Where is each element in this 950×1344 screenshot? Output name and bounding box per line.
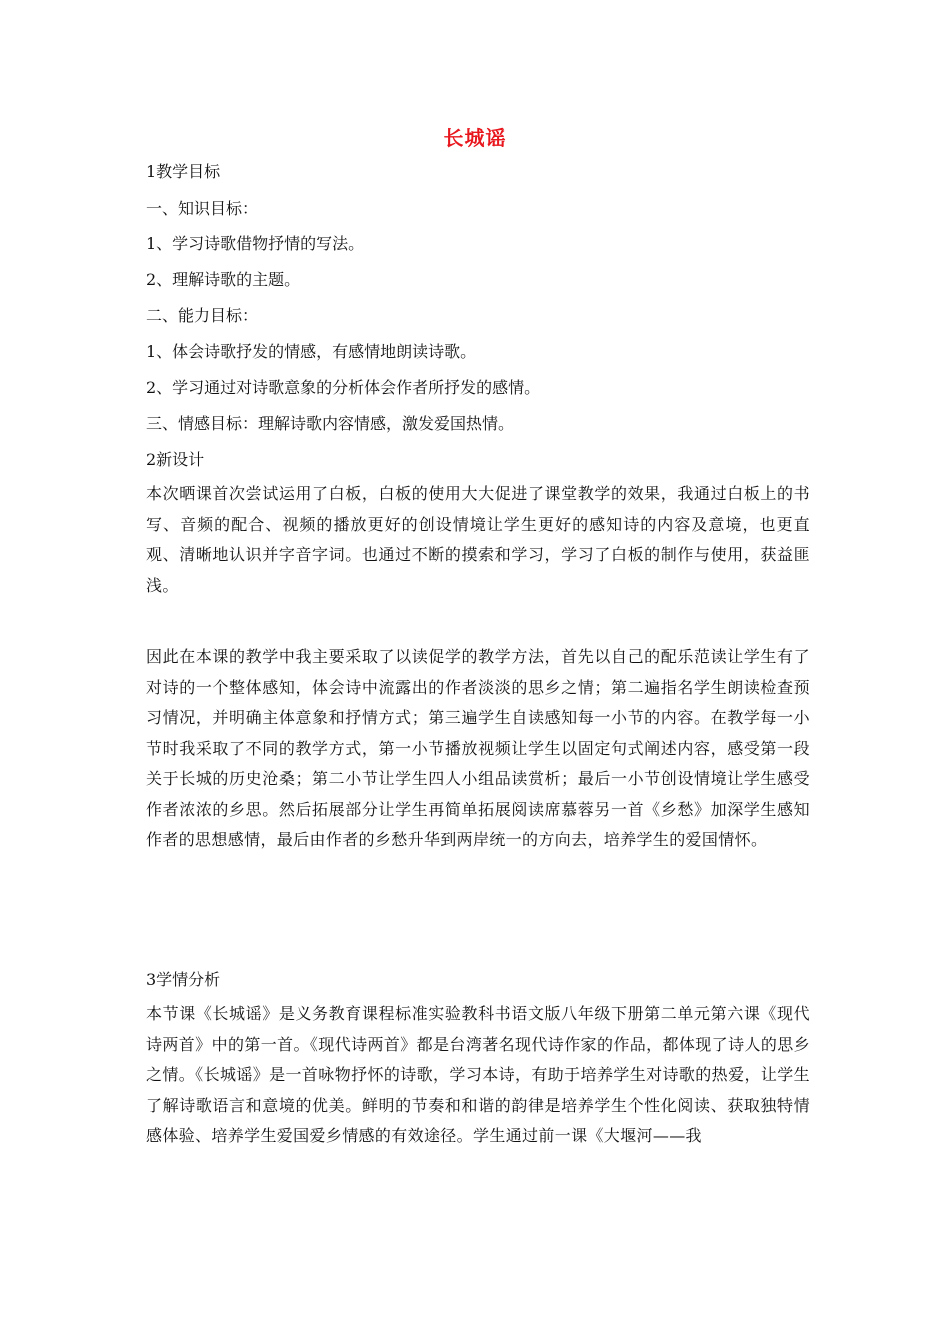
- ability-goal-item-2: 2、学习通过对诗歌意象的分析体会作者所抒发的感情。: [146, 378, 541, 397]
- document-title: 长城谣: [443, 126, 507, 150]
- knowledge-goals-heading: 一、知识目标：: [146, 199, 259, 218]
- knowledge-goal-item-1: 1、学习诗歌借物抒情的写法。: [146, 234, 365, 253]
- design-paragraph-1: 本次晒课首次尝试运用了白板，白板的使用大大促进了课堂教学的效果，我通过白板上的书写、音频的配合、视频的播放更好的创设情境让学生更好的感知诗的内容及意境，也更直观、清晰地认识并字音字词。也通过不断的摸索和学习，学习了白板的制作与使用，获益匪浅。: [146, 484, 810, 595]
- ability-goals-heading: 二、能力目标：: [146, 306, 259, 325]
- emotion-goal: 三、情感目标：理解诗歌内容情感，激发爱国热情。: [146, 414, 515, 433]
- knowledge-goal-item-2: 2、理解诗歌的主题。: [146, 270, 301, 289]
- ability-goal-item-1: 1、体会诗歌抒发的情感，有感情地朗读诗歌。: [146, 342, 477, 361]
- section-heading-teaching-goals: 1教学目标: [146, 162, 221, 181]
- analysis-paragraph: 本节课《长城谣》是义务教育课程标准实验教科书语文版八年级下册第二单元第六课《现代诗两首》中的第一首。《现代诗两首》都是台湾著名现代诗作家的作品，都体现了诗人的思乡之情。《长城谣》是一首咏物抒怀的诗歌，学习本诗，有助于培养学生对诗歌的热爱，让学生了解诗歌语言和意境的优美。鲜明的节奏和和谐的韵律是培养学生个性化阅读、获取独特情感体验、培养学生爱国爱乡情感的有效途径。学生通过前一课《大堰河——我: [146, 1004, 810, 1145]
- design-paragraph-2: 因此在本课的教学中我主要采取了以读促学的教学方法，首先以自己的配乐范读让学生有了对诗的一个整体感知，体会诗中流露出的作者淡淡的思乡之情；第二遍指名学生朗读检查预习情况，并明确主体意象和抒情方式；第三遍学生自读感知每一小节的内容。在教学每一小节时我采取了不同的教学方式，第一小节播放视频让学生以固定句式阐述内容，感受第一段关于长城的历史沧桑；第二小节让学生四人小组品读赏析；最后一小节创设情境让学生感受作者浓浓的乡思。然后拓展部分让学生再简单拓展阅读席慕蓉另一首《乡愁》加深学生感知作者的思想感情，最后由作者的乡愁升华到两岸统一的方向去，培养学生的爱国情怀。: [146, 647, 810, 849]
- section-heading-learning-analysis: 3学情分析: [146, 970, 221, 989]
- section-heading-new-design: 2新设计: [146, 450, 205, 469]
